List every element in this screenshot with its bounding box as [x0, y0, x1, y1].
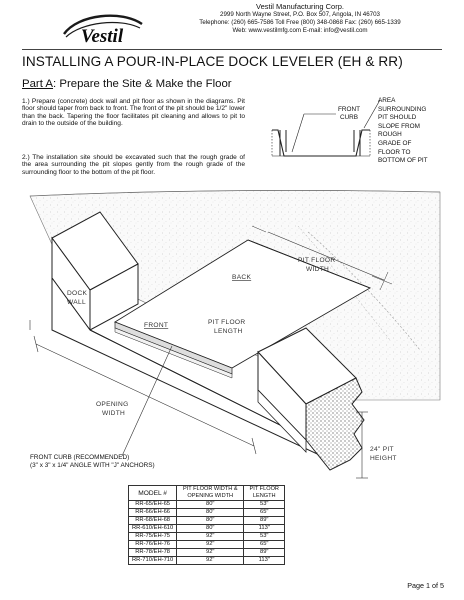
- pit-floor-length-label-line1: PIT FLOOR: [208, 319, 246, 326]
- col-model: MODEL #: [129, 486, 177, 501]
- pit-height-label-line1: 24" PIT: [370, 446, 394, 453]
- step-1-text: 1.) Prepare (concrete) dock wall and pit floor as shown in the diagrams. Pit floor should taper from back to front. The front of the pit should be 1/2" lower than the back. Tapering the floor facilitates pit cleaning and allows to pit to drain to the outside of the building.: [22, 98, 245, 127]
- col-length: PIT FLOOR LENGTH: [244, 486, 285, 501]
- back-label: BACK: [232, 274, 252, 281]
- page-number: Page 1 of 5: [407, 581, 444, 590]
- page-title: INSTALLING A POUR-IN-PLACE DOCK LEVELER (EH & RR): [22, 54, 403, 69]
- dimension-table: [128, 485, 285, 565]
- step-2-text: 2.) The installation site should be excavated such that the rough grade of the area surrounding the pit slopes gently from the rough grade of the surrounding floor to the bottom of the pit floor.: [22, 154, 245, 176]
- front-label: FRONT: [144, 322, 169, 329]
- company-name: Vestil Manufacturing Corp.: [256, 2, 344, 11]
- dock-wall-label-line2: WALL: [67, 299, 86, 306]
- front-curb-caption: FRONT CURB: [338, 106, 361, 121]
- area-slope-note: AREA SURROUNDING PIT SHOULD SLOPE FROM ROUGH GRADE OF FLOOR TO BOTTOM OF PIT: [378, 97, 428, 165]
- pit-height-label-line2: HEIGHT: [370, 455, 397, 462]
- company-address: 2999 North Wayne Street, P.O. Box 507, Angola, IN 46703: [220, 11, 380, 18]
- table-row: RR-76/EH-76 92" 65": [129, 541, 285, 549]
- table-row: RR-610/EH-610 80" 113": [129, 525, 285, 533]
- table-row: RR-65/EH-65 80" 53": [129, 501, 285, 509]
- logo-text: Vestil: [80, 26, 124, 46]
- table-row: RR-75/EH-75 92" 53": [129, 533, 285, 541]
- opening-width-label-line2: WIDTH: [102, 410, 126, 417]
- table-row: RR-66/EH-66 80" 65": [129, 509, 285, 517]
- front-curb-recommendation: FRONT CURB (RECOMMENDED) (3" x 3" x 1/4" ANGLE WITH "J" ANCHORS): [30, 454, 155, 469]
- pit-floor-width-label-line1: PIT FLOOR: [298, 257, 336, 264]
- section-title: : Prepare the Site & Make the Floor: [53, 78, 232, 90]
- table-row: RR-710/EH-710 92" 113": [129, 557, 285, 565]
- col-width: PIT FLOOR WIDTH & OPENING WIDTH: [177, 486, 244, 501]
- section-prefix: Part A: [22, 78, 54, 90]
- table-header-row: [129, 486, 285, 501]
- pit-floor-width-label-line2: WIDTH: [306, 266, 330, 273]
- table-row: RR-68/EH-68 80" 89": [129, 517, 285, 525]
- table-row: RR-78/EH-78 92" 89": [129, 549, 285, 557]
- pit-floor-length-label-line2: LENGTH: [214, 328, 243, 335]
- company-web: Web: www.vestilmfg.com E-mail: info@vestil.com: [232, 27, 368, 34]
- opening-width-label-line1: OPENING: [96, 401, 129, 408]
- dock-wall-label-line1: DOCK: [67, 290, 88, 297]
- company-phones: Telephone: (260) 665-7586 Toll Free (800) 348-0868 Fax: (260) 665-1339: [199, 19, 401, 26]
